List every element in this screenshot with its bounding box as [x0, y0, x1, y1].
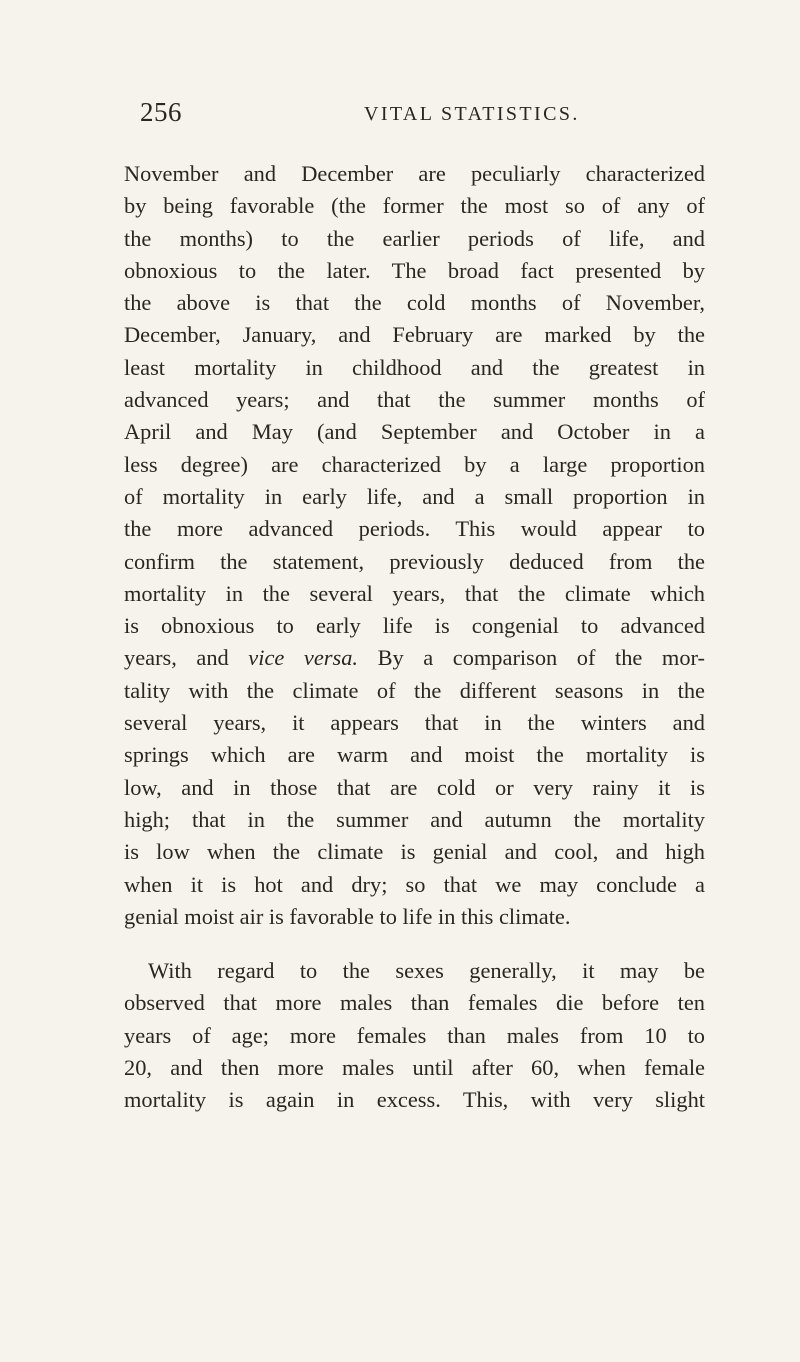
- text-line: April and May (and September and October in a: [124, 419, 705, 445]
- text-line: of mortality in early life, and a small proportion in: [124, 483, 705, 509]
- body-text: [124, 158, 705, 1117]
- text-line: springs which are warm and moist the mortality is: [124, 742, 705, 768]
- page-header: [140, 97, 700, 137]
- text-line: high; that in the summer and autumn the mortality: [124, 806, 705, 832]
- text-line: the months) to the earlier periods of life, and: [124, 225, 705, 251]
- paragraph-2: [124, 955, 705, 1116]
- text-line: With regard to the sexes generally, it may be: [148, 958, 705, 984]
- text-line: confirm the statement, previously deduced from the: [124, 548, 705, 574]
- text-line: when it is hot and dry; so that we may conclude a: [124, 871, 705, 897]
- text-line: genial moist air is favorable to life in this climate.: [124, 903, 571, 929]
- text-line: 20, and then more males until after 60, when female: [124, 1055, 705, 1081]
- text-segment: By a comparison of the mor-: [358, 645, 705, 671]
- running-title: VITAL STATISTICS.: [364, 103, 580, 125]
- italic-phrase: vice versa.: [248, 645, 358, 671]
- text-line: mortality in the several years, that the climate which: [124, 580, 705, 606]
- text-line: [124, 642, 705, 674]
- text-line: the more advanced periods. This would appear to: [124, 516, 705, 542]
- text-line: less degree) are characterized by a large proportion: [124, 451, 705, 477]
- text-line: observed that more males than females die before ten: [124, 990, 705, 1016]
- text-line: least mortality in childhood and the greatest in: [124, 354, 705, 380]
- text-line: the above is that the cold months of November,: [124, 290, 705, 316]
- text-line: December, January, and February are marked by the: [124, 322, 705, 348]
- text-line: tality with the climate of the different seasons in the: [124, 677, 705, 703]
- text-line: November and December are peculiarly characterized: [124, 161, 705, 186]
- text-line: advanced years; and that the summer months of: [124, 387, 705, 413]
- text-line: years of age; more females than males from 10 to: [124, 1022, 705, 1048]
- text-line: is obnoxious to early life is congenial to advanced: [124, 613, 705, 639]
- text-line: several years, it appears that in the winters and: [124, 710, 705, 736]
- page-number: 256: [140, 97, 182, 127]
- text-line: mortality is again in excess. This, with very slight: [124, 1087, 705, 1113]
- text-line: is low when the climate is genial and cool, and high: [124, 839, 705, 865]
- paragraph-1: [124, 158, 705, 933]
- text-line: by being favorable (the former the most so of any of: [124, 193, 705, 219]
- text-line: obnoxious to the later. The broad fact presented by: [124, 257, 705, 283]
- text-line: low, and in those that are cold or very rainy it is: [124, 774, 705, 800]
- text-segment: years, and: [124, 645, 249, 671]
